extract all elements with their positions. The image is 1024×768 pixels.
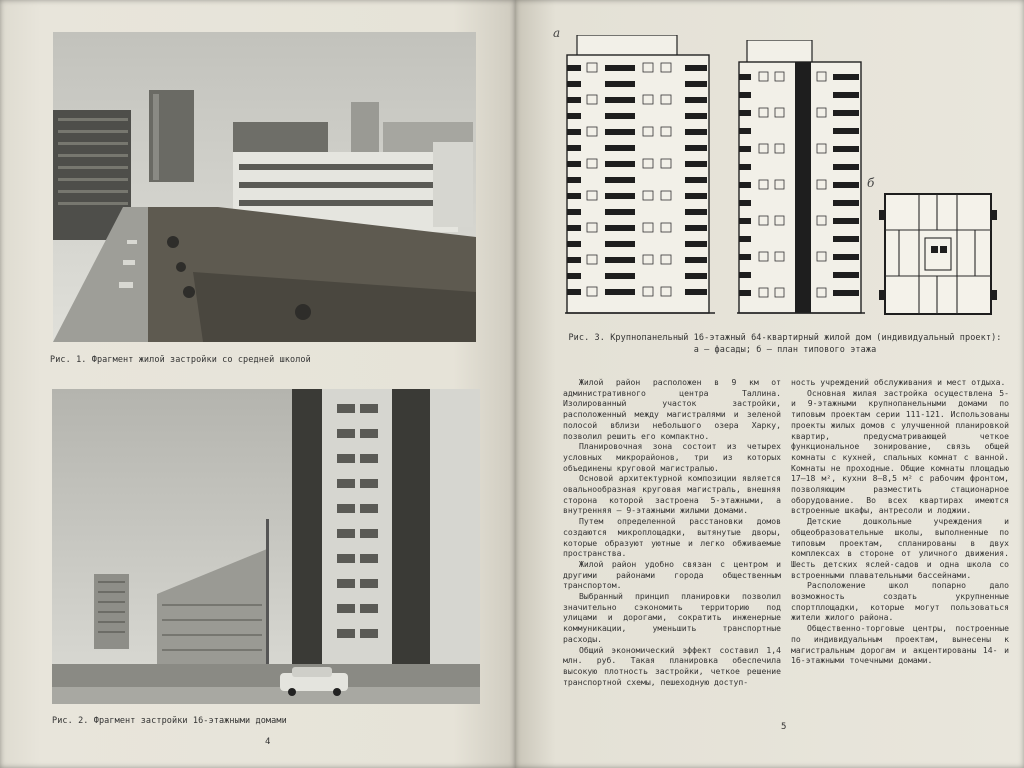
paragraph: Общественно-торговые центры, построенные по индивидуальным проектам, вынесены к магистральным дорогам и акцентированы 14- и 16-этажными точечными домами. <box>791 623 1009 666</box>
right-page <box>515 0 1024 768</box>
facade-label: а <box>553 26 561 40</box>
paragraph: ность учреждений обслуживания и мест отдыха. <box>791 377 1006 387</box>
figure-3-caption: Рис. 3. Крупнопанельный 16-этажный 64-квартирный жилой дом (индивидуальный проект): а – фасады; б – план типового этажа <box>568 333 1002 355</box>
paragraph: Путем определенной расстановки домов создаются микроплощадки, вытянутые дворы, которые образуют уютные и легко обживаемые пространства. <box>563 516 781 559</box>
photo-residential-with-school <box>53 32 476 342</box>
facade-drawing-2 <box>737 40 865 318</box>
paragraph: Жилой район удобно связан с центром и другими районами города общественным транспортом. <box>563 558 781 591</box>
body-text-column-1 <box>563 377 781 687</box>
paragraph: Общий экономический эффект составил 1,4 млн. руб. Такая планировка обеспечила высокую плотность застройки, четкое решение транспортной схемы, пешеходную доступ- <box>563 644 781 687</box>
paragraph: Планировочная зона состоит из четырех условных микрорайонов, три из которых объединены круговой магистралью. <box>563 441 781 473</box>
paragraph: Жилой район расположен в 9 км от административного центра Таллина. Изолированный участок застройки, расположенный между магистралями и зеленой полосой вблизи небольшого озера Харку, позволил решить его компактно. <box>563 377 781 441</box>
body-text-column-2 <box>791 377 1009 666</box>
figure-2-caption: Рис. 2. Фрагмент застройки 16-этажными домами <box>52 716 287 726</box>
paragraph: Основой архитектурной композиции является овальнообразная круговая магистраль, внешняя сторона которой застроена 5-этажными, а внутренняя – 9-этажными жилыми домами. <box>563 473 781 516</box>
paragraph: Выбранный принцип планировки позволил значительно сэкономить территорию под улицами и дорогами, сократить инженерные коммуникации, уменьшить транспортные расходы. <box>563 591 781 644</box>
page-number-left: 4 <box>265 737 271 747</box>
paragraph: Основная жилая застройка осуществлена 5- и 9-этажными крупнопанельными домами по типовым проектам серии 111-121. Использованы проекты жилых домов с улучшенной планировкой квартир, предусматривающей четкое функциональное зонирование, связь общей комнаты с кухней, спальных комнат с ванной. Комнаты не проходные. Общие комнаты площадью 17–18 м², кухни 8–8,5 м² с рабочим фронтом, позволяющим разместить стационарное оборудование. Во всех квартирах имеются встроенные шкафы, антресоли и лоджии. <box>791 387 1009 516</box>
facade-drawing-1 <box>565 35 715 318</box>
paragraph: Детские дошкольные учреждения и общеобразовательные школы, выполненные по типовым проектам, спланированы в двух комплексах в стороне от уличного движения. Шесть детских яслей-садов и одна школа со встроенными плавательными бассейнами. <box>791 516 1009 580</box>
plan-label: б <box>867 176 875 190</box>
figure-1-caption: Рис. 1. Фрагмент жилой застройки со средней школой <box>50 355 311 365</box>
page-number-right: 5 <box>781 722 787 732</box>
photo-16-storey-houses <box>52 389 480 704</box>
typical-floor-plan <box>879 190 997 318</box>
paragraph: Расположение школ попарно дало возможность создать укрупненные спортплощадки, которые могут пользоваться жители жилого района. <box>791 580 1009 623</box>
